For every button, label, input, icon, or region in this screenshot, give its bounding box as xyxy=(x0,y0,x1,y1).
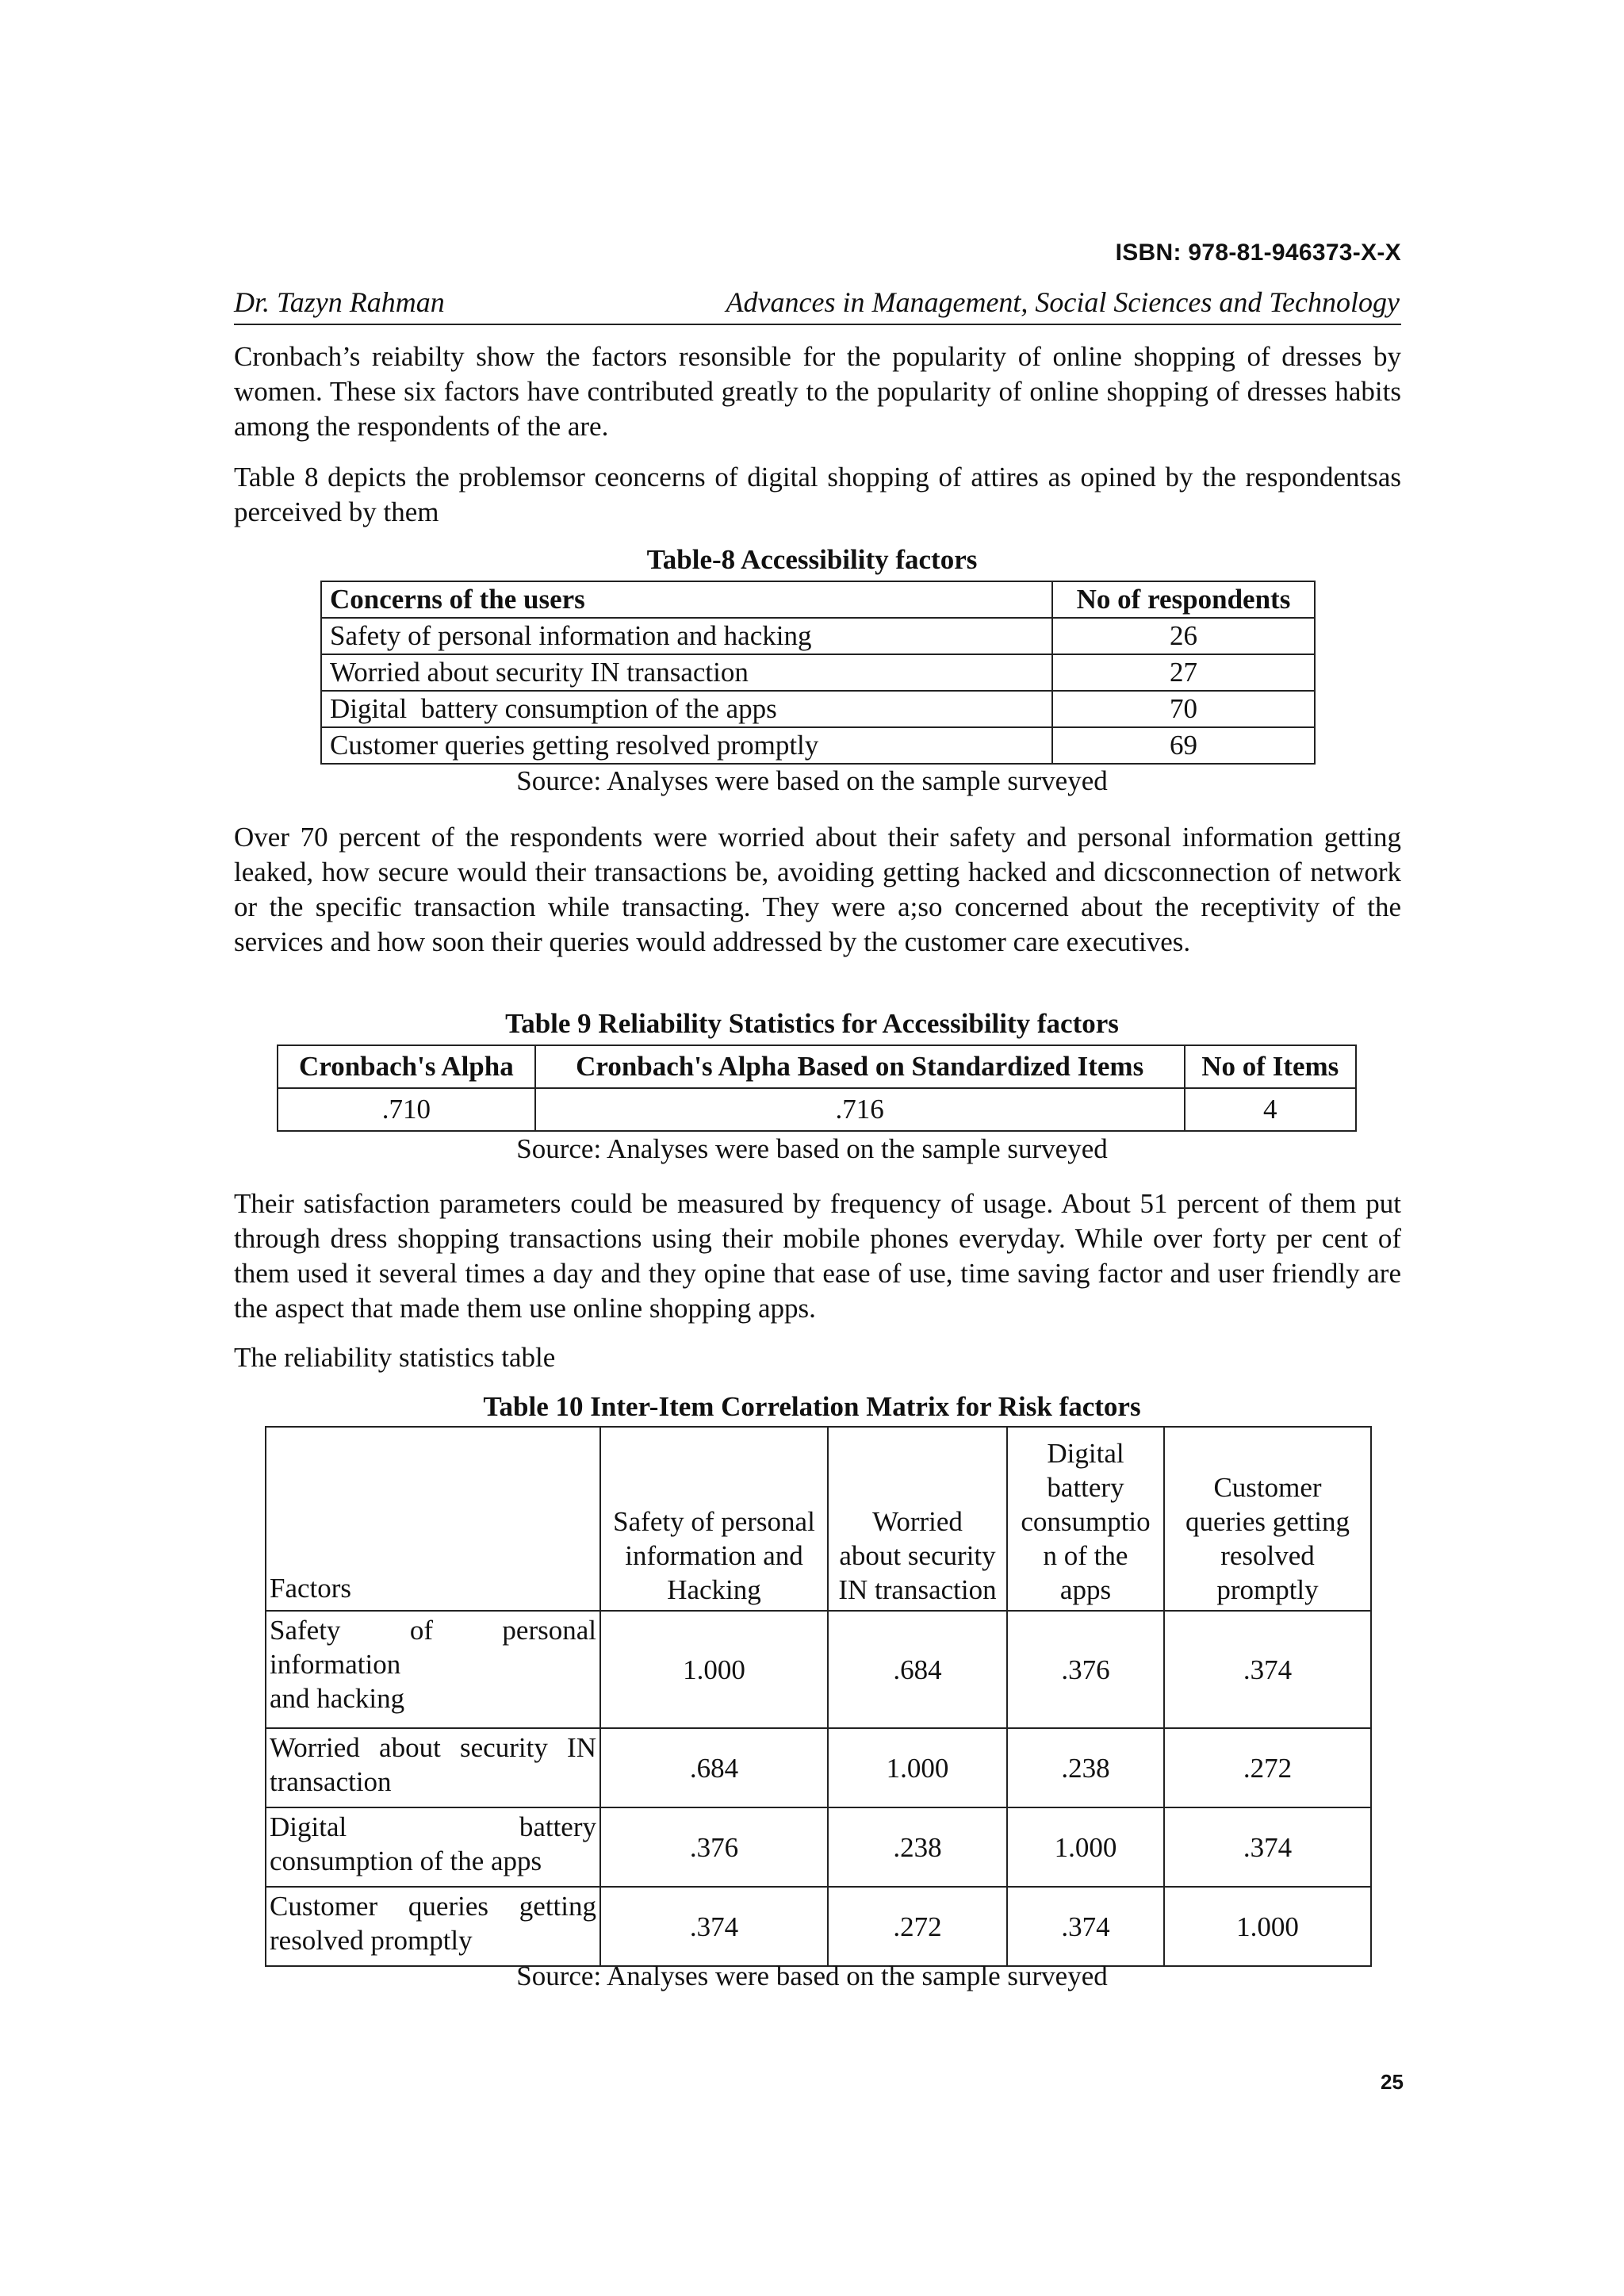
isbn-label: ISBN: 978-81-946373-X-X xyxy=(1115,240,1401,266)
table8-cell-concern: Worried about security IN transaction xyxy=(321,654,1052,691)
paragraph-reliability-intro: The reliability statistics table xyxy=(234,1342,556,1373)
table10-cell: 1.000 xyxy=(600,1611,828,1728)
table10-cell: .272 xyxy=(1164,1728,1371,1807)
label-line: Worried about security IN xyxy=(270,1732,596,1763)
table10-caption: Table 10 Inter-Item Correlation Matrix for Risk factors xyxy=(483,1391,1141,1422)
table10-row-label xyxy=(266,1611,600,1728)
table10-cell: .272 xyxy=(828,1887,1007,1966)
header-line: Digital xyxy=(1047,1438,1124,1469)
table10-col-header xyxy=(600,1427,828,1611)
table10-col-header xyxy=(1164,1427,1371,1611)
table8 xyxy=(320,581,1316,765)
journal-title: Advances in Management, Social Sciences and Technology xyxy=(726,286,1400,318)
table10-row-label xyxy=(266,1807,600,1887)
table-row xyxy=(278,1088,1356,1131)
table8-cell-concern: Safety of personal information and hacking xyxy=(321,618,1052,654)
table10-source: Source: Analyses were based on the sample surveyed xyxy=(516,1961,1108,1991)
table10-cell: .374 xyxy=(600,1887,828,1966)
table10-col-header xyxy=(828,1427,1007,1611)
table8-source: Source: Analyses were based on the sample surveyed xyxy=(516,765,1108,796)
table10-cell: .684 xyxy=(600,1728,828,1807)
paragraph-intro: Cronbach’s reiabilty show the factors resonsible for the popularity of online shopping of dresses by women. These six factors have contributed greatly to the popularity of online shopping of dresses habits among the respondents of the are. xyxy=(234,341,1401,442)
header-line: Hacking xyxy=(667,1574,761,1605)
table10-corner: Factors xyxy=(266,1427,600,1611)
table10 xyxy=(265,1426,1372,1967)
label-line: transaction xyxy=(270,1766,392,1797)
table9-header-row xyxy=(278,1045,1356,1088)
table9-header-alpha: Cronbach's Alpha xyxy=(278,1045,535,1088)
header-line: Customer xyxy=(1213,1472,1322,1503)
table-row xyxy=(266,1611,1371,1728)
table8-cell-count: 69 xyxy=(1052,727,1315,764)
label-line: consumption of the apps xyxy=(270,1846,542,1876)
header-line: IN transaction xyxy=(838,1574,997,1605)
table10-cell: .238 xyxy=(1007,1728,1164,1807)
label-line: and hacking xyxy=(270,1683,405,1714)
table10-cell: .238 xyxy=(828,1807,1007,1887)
table10-cell: 1.000 xyxy=(1164,1887,1371,1966)
table10-row-label xyxy=(266,1887,600,1966)
running-header xyxy=(234,286,1401,325)
paragraph-satisfaction: Their satisfaction parameters could be measured by frequency of usage. About 51 percent of them put through dress shopping transactions using their mobile phones everyday. While over forty per cent of them used it several times a day and they opine that ease of use, time saving factor and user friendly are the aspect that made them use online shopping apps. xyxy=(234,1188,1401,1324)
table9-cell-items: 4 xyxy=(1185,1088,1356,1131)
table10-cell: .374 xyxy=(1007,1887,1164,1966)
label-line: Customer queries getting xyxy=(270,1891,596,1922)
table10-cell: 1.000 xyxy=(828,1728,1007,1807)
header-line: apps xyxy=(1059,1574,1112,1605)
table9-header-alpha-std: Cronbach's Alpha Based on Standardized Items xyxy=(535,1045,1185,1088)
table-row xyxy=(321,654,1315,691)
table8-cell-concern: Customer queries getting resolved promptly xyxy=(321,727,1052,764)
table8-cell-count: 70 xyxy=(1052,691,1315,727)
table10-col-header xyxy=(1007,1427,1164,1611)
table10-cell: .684 xyxy=(828,1611,1007,1728)
table8-cell-count: 27 xyxy=(1052,654,1315,691)
header-line: consumptio xyxy=(1021,1506,1151,1537)
header-line: about security xyxy=(839,1540,996,1571)
table-row xyxy=(266,1887,1371,1966)
table10-cell: .376 xyxy=(1007,1611,1164,1728)
header-line: battery xyxy=(1047,1472,1124,1503)
table9 xyxy=(277,1045,1357,1132)
header-line: Worried xyxy=(872,1506,963,1537)
header-line: resolved xyxy=(1220,1540,1315,1571)
header-line: Safety of personal xyxy=(613,1506,815,1537)
label-line: Digital battery xyxy=(270,1811,596,1842)
table9-header-items: No of Items xyxy=(1185,1045,1356,1088)
table10-header-row xyxy=(266,1427,1371,1611)
table8-header-row xyxy=(321,581,1315,618)
table-row xyxy=(266,1807,1371,1887)
table10-cell: .374 xyxy=(1164,1611,1371,1728)
table10-row-label xyxy=(266,1728,600,1807)
table9-cell-alpha: .710 xyxy=(278,1088,535,1131)
table8-caption: Table-8 Accessibility factors xyxy=(646,544,978,575)
page-number: 25 xyxy=(1381,2070,1404,2094)
paragraph-table8-intro: Table 8 depicts the problemsor ceoncerns of digital shopping of attires as opined by the respondentsas perceived by them xyxy=(234,462,1401,527)
table9-source: Source: Analyses were based on the sample surveyed xyxy=(516,1133,1108,1164)
table8-cell-concern: Digital battery consumption of the apps xyxy=(321,691,1052,727)
table-row xyxy=(266,1728,1371,1807)
header-line: queries getting xyxy=(1185,1506,1350,1537)
header-line: n of the xyxy=(1043,1540,1128,1571)
table-row xyxy=(321,691,1315,727)
author-name: Dr. Tazyn Rahman xyxy=(234,286,445,318)
label-line: information xyxy=(270,1649,401,1680)
header-line: promptly xyxy=(1216,1574,1319,1605)
table10-cell: 1.000 xyxy=(1007,1807,1164,1887)
header-line: information and xyxy=(625,1540,803,1571)
table-row xyxy=(321,727,1315,764)
table8-cell-count: 26 xyxy=(1052,618,1315,654)
table9-caption: Table 9 Reliability Statistics for Accessibility factors xyxy=(505,1008,1119,1039)
table8-header-concerns: Concerns of the users xyxy=(321,581,1052,618)
table-row xyxy=(321,618,1315,654)
table9-cell-alpha-std: .716 xyxy=(535,1088,1185,1131)
table10-cell: .376 xyxy=(600,1807,828,1887)
paragraph-concerns: Over 70 percent of the respondents were worried about their safety and personal information getting leaked, how secure would their transactions be, avoiding getting hacked and dicsconnection of network or the specific transaction while transacting. They were a;so concerned about the receptivity of the services and how soon their queries would addressed by the customer care executives. xyxy=(234,822,1401,957)
table8-header-respondents: No of respondents xyxy=(1052,581,1315,618)
table10-cell: .374 xyxy=(1164,1807,1371,1887)
label-line: Safety of personal xyxy=(270,1615,596,1646)
label-line: resolved promptly xyxy=(270,1925,473,1956)
